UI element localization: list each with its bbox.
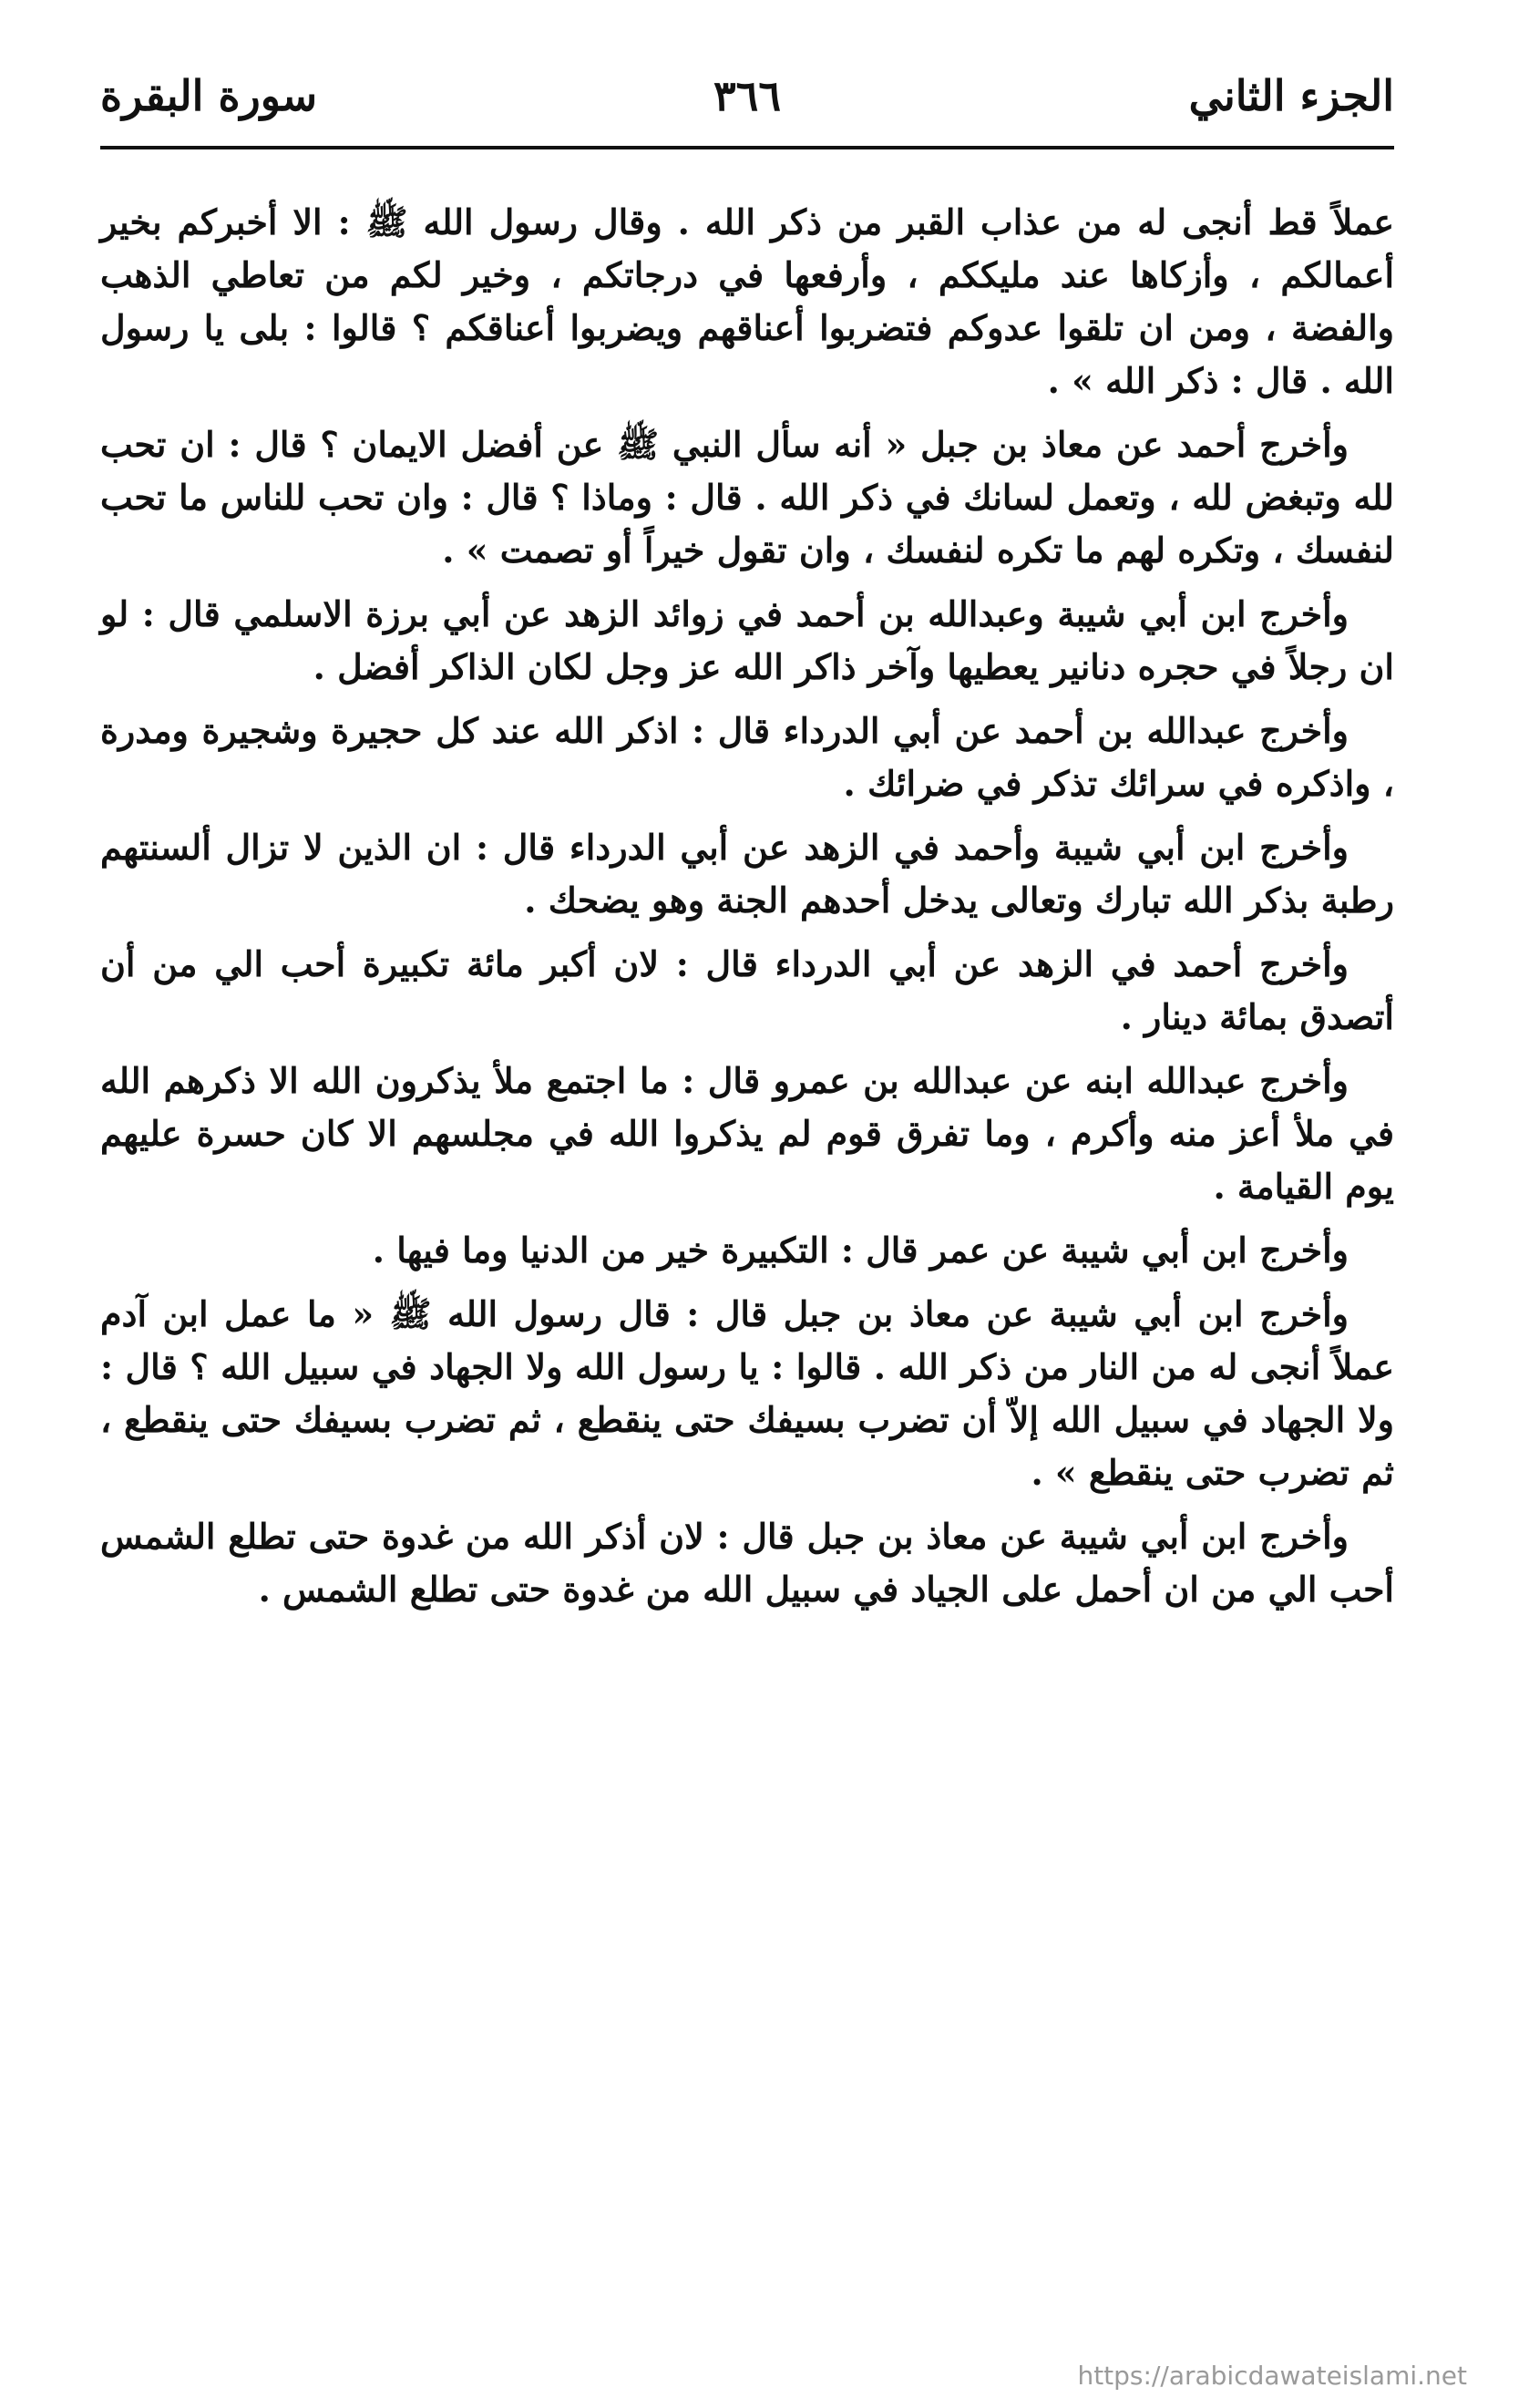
paragraph-2: وأخرج أحمد عن معاذ بن جبل « أنه سأل النبي ﷺ عن أفضل الايمان ؟ قال : ان تحب لله وتبغض لله ، وتعمل لسانك في ذكر الله . قال : وماذا ؟ قال : وان تحب للناس ما تحب لنفسك ، وتكره لهم ما تكره لنفسك ، وان تقول خيراً أو تصمت » . (100, 424, 1394, 571)
paragraph-6: وأخرج أحمد في الزهد عن أبي الدرداء قال : لان أكبر مائة تكبيرة أحب الي من أن أتصدق بمائة دينار . (100, 943, 1394, 1037)
paragraph-1: عملاً قط أنجى له من عذاب القبر من ذكر الله . وقال رسول الله ﷺ : الا أخبركم بخير أعمالكم ، وأزكاها عند مليككم ، وأرفعها في درجاتكم ، وخير لكم من تعاطي الذهب والفضة ، ومن ان تلقوا عدوكم فتضربوا أعناقهم ويضربوا أعناقكم ؟ قالوا : بلى يا رسول الله . قال : ذكر الله » . (100, 201, 1394, 401)
header-rule (100, 146, 1394, 149)
page-header (100, 64, 1394, 146)
paragraph-8: وأخرج ابن أبي شيبة عن عمر قال : التكبيرة خير من الدنيا وما فيها . (372, 1230, 1349, 1271)
paragraph-7: وأخرج عبدالله ابنه عن عبدالله بن عمرو قال : ما اجتمع ملأ يذكرون الله الا ذكرهم الله في ملأ أعز منه وأكرم ، وما تفرق قوم لم يذكروا الله في مجلسهم الا كان حسرة عليهم يوم القيامة . (100, 1060, 1394, 1207)
paragraph-10: وأخرج ابن أبي شيبة عن معاذ بن جبل قال : لان أذكر الله من غدوة حتى تطلع الشمس أحب الي من ان أحمل على الجياد في سبيل الله من غدوة حتى تطلع الشمس . (100, 1516, 1394, 1610)
part-title: الجزء الثاني (1188, 71, 1394, 120)
paragraph-3: وأخرج ابن أبي شيبة وعبدالله بن أحمد في زوائد الزهد عن أبي برزة الاسلمي قال : لو ان رجلاً في حجره دنانير يعطيها وآخر ذاكر الله عز وجل لكان الذاكر أفضل . (100, 593, 1394, 687)
watermark-url: https://arabicdawateislami.net (1077, 2361, 1467, 2391)
surah-title: سورة البقرة (100, 71, 318, 120)
page-body (100, 196, 1394, 1627)
page-number: ٣٦٦ (713, 71, 782, 120)
paragraph-5: وأخرج ابن أبي شيبة وأحمد في الزهد عن أبي الدرداء قال : ان الذين لا تزال ألسنتهم رطبة بذكر الله تبارك وتعالى يدخل أحدهم الجنة وهو يضحك . (100, 827, 1394, 921)
paragraph-9: وأخرج ابن أبي شيبة عن معاذ بن جبل قال : قال رسول الله ﷺ « ما عمل ابن آدم عملاً أنجى له من النار من ذكر الله . قالوا : يا رسول الله ولا الجهاد في سبيل الله ؟ قال : ولا الجهاد في سبيل الله إلاّ أن تضرب بسيفك حتى ينقطع ، ثم تضرب بسيفك حتى ينقطع ، ثم تضرب حتى ينقطع » . (100, 1293, 1394, 1493)
paragraph-4: وأخرج عبدالله بن أحمد عن أبي الدرداء قال : اذكر الله عند كل حجيرة وشجيرة ومدرة ، واذكره في سرائك تذكر في ضرائك . (100, 710, 1394, 804)
